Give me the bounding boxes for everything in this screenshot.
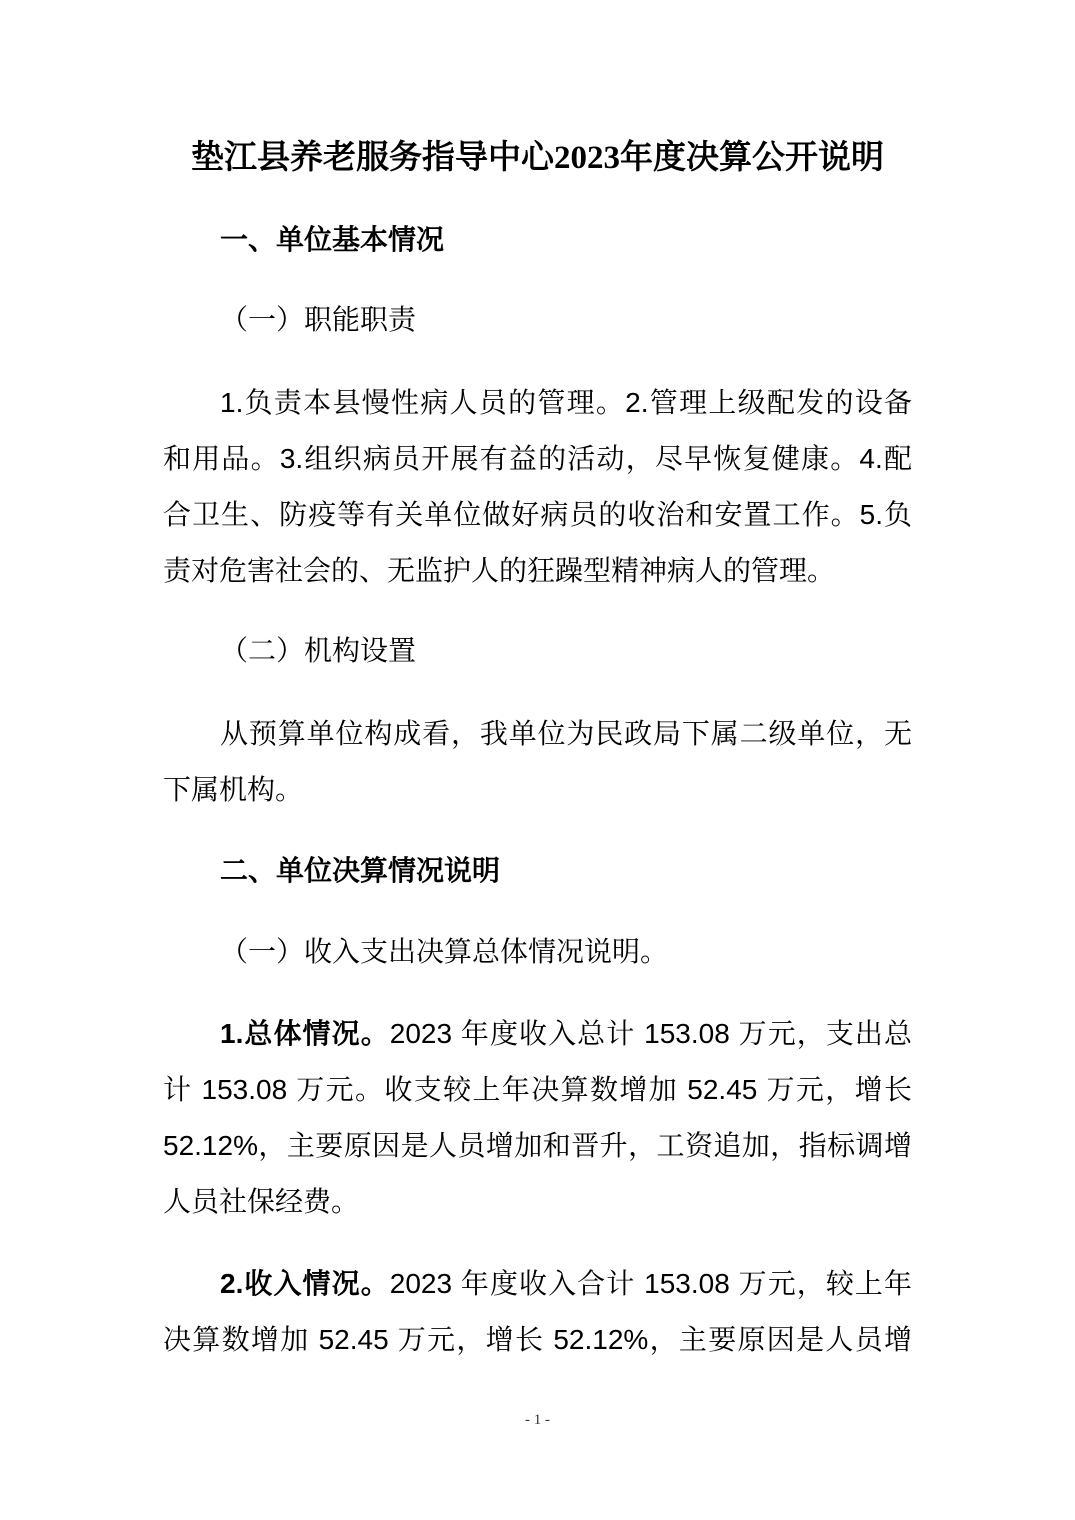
subsection-heading: （二）机构设置 (220, 636, 417, 667)
paragraph-line (163, 1006, 912, 1062)
paragraph-line (163, 1256, 912, 1312)
section-heading: 一、单位基本情况 (220, 223, 445, 255)
paragraph-line: 下属机构。 (163, 773, 304, 805)
paragraph-line: 责对危害社会的、无监护人的狂躁型精神病人的管理。 (163, 554, 836, 586)
page-number: - 1 - (525, 1412, 550, 1428)
document-title: 垫江县养老服务指导中心2023年度决算公开说明 (191, 140, 884, 176)
paragraph-line: 1.负责本县慢性病人员的管理。2.管理上级配发的设备 (220, 386, 912, 418)
paragraph-line: 52.12%，主要原因是人员增加和晋升，工资追加，指标调增 (163, 1130, 912, 1161)
paragraph-line: 人员社保经费。 (163, 1186, 360, 1217)
paragraph-line: 合卫生、防疫等有关单位做好病员的收治和安置工作。5.负 (163, 498, 912, 530)
document-body (163, 130, 912, 1393)
paragraph (163, 1006, 912, 1230)
paragraph-line-text: 2023 年度收入总计 153.08 万元，支出总 (389, 1018, 912, 1049)
paragraph-line: 决算数增加 52.45 万元，增长 52.12%，主要原因是人员增 (163, 1323, 912, 1355)
section-heading: 二、单位决算情况说明 (220, 855, 501, 886)
paragraph-lead: 2.收入情况。 (220, 1267, 390, 1299)
paragraph (163, 706, 912, 818)
paragraph (163, 1256, 912, 1368)
paragraph-line: 从预算单位构成看，我单位为民政局下属二级单位，无 (220, 717, 912, 749)
paragraph-line-text: 2023 年度收入合计 153.08 万元，较上年 (389, 1267, 912, 1299)
paragraph (163, 375, 912, 599)
subsection-heading: （一）收入支出决算总体情况说明。 (220, 936, 669, 968)
paragraph-line: 和用品。3.组织病员开展有益的活动，尽早恢复健康。4.配 (163, 442, 912, 474)
paragraph-lead: 1.总体情况。 (220, 1018, 390, 1049)
paragraph-line: 计 153.08 万元。收支较上年决算数增加 52.45 万元，增长 (163, 1074, 912, 1105)
subsection-heading: （一）职能职责 (220, 305, 417, 336)
